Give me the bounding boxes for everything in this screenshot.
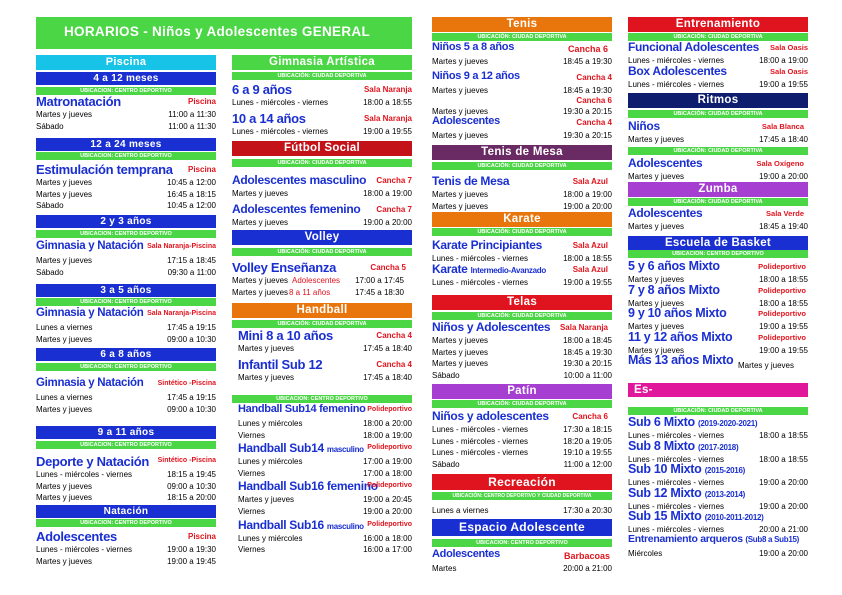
time-label: 18:00 a 18:45 [563, 336, 612, 345]
time-label: 19:00 a 20:00 [759, 548, 808, 558]
location-badge: UBICACION: CENTRO DEPORTIVO [432, 539, 612, 547]
time-label: 19:00 a 20:00 [759, 172, 808, 181]
activity-title: Funcional Adolescentes [628, 40, 759, 54]
section-header-futbol: Fútbol Social [232, 141, 412, 156]
section-header-volley: Volley [232, 230, 412, 245]
day-label: Martes y jueves [432, 190, 489, 199]
day-label: Viernes [238, 430, 265, 440]
room-label: Cancha 5 [370, 263, 406, 272]
activity-title: Infantil Sub 12 [238, 356, 323, 372]
day-label: Lunes - miércoles - viernes [628, 431, 725, 440]
birth-years: (Sub8 a Sub15) [745, 534, 799, 544]
time-label: 18:00 a 19:00 [363, 189, 412, 198]
room-label: Sala Azul [572, 241, 608, 250]
room-label: Sala Oasis [770, 43, 808, 52]
day-label: Lunes - miércoles - viernes [36, 470, 133, 479]
activity-title: Adolescentes [432, 548, 500, 560]
day-label: Martes y jueves [628, 275, 685, 284]
day-label: Lunes - miércoles - viernes [232, 98, 329, 107]
activity-title: Handball Sub16 [238, 517, 324, 532]
room-label: Cancha 6 [567, 44, 608, 54]
activity-title: 5 y 6 años Mixto [628, 259, 720, 273]
day-label: Martes y jueves [628, 172, 685, 181]
birth-years: (2017-2018) [698, 442, 739, 452]
day-label: Viernes [238, 506, 265, 516]
day-label: Martes y jueves [238, 344, 295, 353]
location-badge: UBICACION: CENTRO DEPORTIVO [628, 250, 808, 258]
time-label: 19:00 a 20:45 [363, 495, 412, 505]
day-label: Martes y jueves [36, 334, 93, 344]
day-label: Lunes a viernes [432, 506, 489, 515]
activity-title: Más 13 años Mixto [628, 353, 734, 368]
day-label: Martes y jueves [36, 481, 93, 491]
time-label: 11:00 a 11:30 [168, 110, 216, 119]
time-label: 19:00 a 20:00 [759, 478, 808, 488]
time-label: 18:15 a 20:00 [167, 493, 216, 503]
birth-years: (2015-2016) [704, 466, 745, 476]
activity-subtitle: Intermedio-Avanzado [470, 265, 546, 275]
time-label: 19:30 a 20:15 [563, 359, 612, 369]
room-label: Cancha 4 [376, 359, 412, 369]
time-label: 18:45 a 19:30 [563, 85, 612, 95]
day-label: Martes y jueves [628, 135, 685, 144]
age-header: 6 a 8 años [36, 348, 216, 361]
location-badge: UBICACIÓN: CIUDAD DEPORTIVA [432, 162, 612, 170]
day-label: Martes y jueves [628, 345, 685, 355]
location-badge: UBICACIÓN: CENTRO DEPORTIVO Y CIUDAD DEPORTIVA [432, 492, 612, 500]
section-header-karate: Karate [432, 212, 612, 227]
activity-title: Adolescentes femenino [232, 201, 361, 216]
day-label: Martes y jueves [432, 130, 489, 140]
room-label: Polideportivo [758, 285, 806, 295]
time-label: 17:15 a 18:45 [167, 256, 216, 265]
day-label: Lunes a viernes [36, 323, 93, 332]
day-label: Sábado [36, 201, 64, 211]
time-label: 18:00 a 18:55 [563, 254, 612, 263]
room-label: Sala Azul [572, 264, 608, 274]
location-badge: UBICACIÓN: CIUDAD DEPORTIVA [232, 320, 412, 328]
location-badge: UBICACION: CENTRO DEPORTIVO [36, 363, 216, 371]
location-badge: UBICACION: CENTRO DEPORTIVO [36, 152, 216, 160]
time-label: 17:30 a 20:30 [563, 506, 612, 515]
room-label: Piscina [187, 532, 216, 541]
age-header: 3 a 5 años [36, 284, 216, 297]
activity-subtitle: masculino [326, 521, 364, 531]
day-label: Sábado [36, 267, 64, 277]
room-label: Barbacoas [563, 551, 610, 561]
activity-title: 10 a 14 años [232, 110, 306, 126]
day-label: Martes y jueves [238, 372, 295, 382]
location-badge: UBICACION: CENTRO DEPORTIVO [36, 87, 216, 95]
activity-title: Estimulación temprana [36, 162, 173, 177]
room-label: Cancha 4 [576, 72, 612, 82]
section-header-ritmos: Ritmos [628, 93, 808, 108]
time-label: 10:00 a 11:00 [563, 370, 612, 380]
location-badge: UBICACION: CENTRO DEPORTIVO [36, 519, 216, 527]
day-label: Lunes y miércoles [238, 533, 303, 543]
day-label: Martes y jueves [36, 178, 93, 187]
day-label: Martes y jueves [737, 361, 794, 371]
day-label: Viernes [238, 468, 265, 478]
location-badge: UBICACIÓN: CIUDAD DEPORTIVA [432, 312, 612, 320]
activity-title: Sub 8 Mixto [628, 438, 695, 453]
time-label: 19:00 a 19:45 [167, 556, 216, 566]
section-header-recreacion: Recreación [432, 474, 612, 490]
day-label: Martes y jueves [232, 189, 289, 198]
room-label: Polideportivo [367, 406, 412, 413]
section-header-patin: Patín [432, 384, 612, 399]
room-label: Cancha 7 [376, 176, 412, 185]
day-label: Martes y jueves [36, 189, 93, 199]
time-label: 19:10 a 19:55 [563, 448, 612, 458]
day-label: Martes y jueves [36, 110, 93, 119]
time-label: 16:00 a 18:00 [363, 533, 412, 543]
activity-title: Tenis de Mesa [432, 174, 510, 188]
time-label: 19:00 a 19:55 [759, 322, 808, 332]
room-label: Sala Oxígeno [756, 159, 804, 168]
section-header-espacio: Espacio Adolescente [432, 519, 612, 536]
time-label: 19:00 a 20:00 [563, 201, 612, 211]
activity-title: 7 y 8 años Mixto [628, 282, 720, 297]
activity-title: Adolescentes [628, 206, 703, 220]
time-label: 19:00 a 20:00 [759, 501, 808, 511]
time-label: 11:00 a 11:30 [168, 121, 216, 131]
activity-title: Entrenamiento arqueros [628, 532, 743, 545]
room-label: Cancha 4 [376, 331, 412, 340]
room-label: Sintético -Piscina [157, 457, 216, 464]
time-label: 18:00 a 20:00 [363, 419, 412, 428]
time-label: 20:00 a 21:00 [563, 564, 612, 573]
time-label: 19:00 a 19:55 [759, 345, 808, 355]
group-label: Adolescentes [292, 276, 341, 285]
group-label: 8 a 11 años [289, 287, 331, 297]
day-label: Martes y jueves [36, 556, 93, 566]
room-label: Sala Naranja [559, 323, 608, 332]
section-header-zumba: Zumba [628, 182, 808, 197]
time-label: 10:45 a 12:00 [167, 178, 216, 187]
location-badge: UBICACION: CENTRO DEPORTIVO [232, 395, 412, 403]
day-label: Viernes [238, 545, 265, 555]
room-label: Cancha 4 [576, 117, 612, 127]
activity-title: Adolescentes [432, 114, 500, 127]
activity-title: Sub 12 Mixto [628, 485, 702, 500]
banner-title: HORARIOS - Niños y Adolescentes GENERAL [64, 24, 370, 39]
day-label: Martes y jueves [36, 256, 93, 265]
activity-title: Gimnasia y Natación [36, 377, 144, 389]
activity-title: Sub 10 Mixto [628, 462, 702, 477]
location-badge: UBICACION: CENTRO DEPORTIVO [36, 441, 216, 449]
day-label: Lunes - miércoles - viernes [628, 525, 725, 535]
room-label: Sala Naranja-Piscina [147, 310, 216, 317]
room-label: Polideportivo [758, 262, 806, 271]
day-label: Martes y jueves [432, 201, 489, 211]
location-badge: UBICACION: CENTRO DEPORTIVO [36, 230, 216, 238]
activity-title: Handball Sub14 femenino [238, 403, 366, 415]
day-label: Lunes - miércoles - viernes [232, 126, 329, 136]
room-label: Cancha 6 [572, 412, 608, 421]
location-badge: UBICACIÓN: CIUDAD DEPORTIVA [232, 248, 412, 256]
time-label: 19:00 a 19:55 [759, 79, 808, 89]
day-label: Sábado [432, 370, 460, 380]
room-label: Cancha 7 [376, 204, 412, 214]
time-label: 19:00 a 19:55 [363, 126, 412, 136]
section-header-tenis: Tenis [432, 17, 612, 32]
day-label: Lunes - miércoles - viernes [432, 277, 529, 287]
time-label: 18:45 a 19:30 [563, 57, 612, 66]
room-label: Sala Naranja [363, 85, 412, 94]
activity-title: Handball Sub16 femenino [238, 479, 378, 494]
time-label: 18:00 a 18:55 [759, 431, 808, 440]
section-header-natacion: Natación [36, 505, 216, 518]
time-label: 18:00 a 18:55 [759, 298, 808, 308]
time-label: 17:45 a 18:40 [363, 372, 412, 382]
birth-years: (2010-2011-2012) [704, 513, 764, 523]
day-label: Martes y jueves [36, 493, 93, 503]
time-label: 09:30 a 11:00 [167, 267, 216, 277]
time-label: 16:00 a 17:00 [363, 545, 412, 555]
age-header: 9 a 11 años [36, 426, 216, 439]
location-badge: UBICACIÓN: CIUDAD DEPORTIVA [232, 159, 412, 167]
activity-title: Handball Sub14 [238, 441, 324, 456]
time-label: 17:30 a 18:15 [563, 425, 612, 434]
day-label: Martes [432, 564, 457, 573]
room-label: Polideportivo [367, 520, 412, 528]
section-header-es: Es- [628, 383, 808, 397]
activity-title: Deporte y Natación [36, 454, 150, 469]
activity-title: Gimnasia y Natación [36, 240, 144, 252]
room-label: Polideportivo [367, 444, 412, 452]
activity-title: Karate [432, 261, 468, 276]
section-header-basket: Escuela de Basket [628, 236, 808, 250]
day-label: Lunes - miércoles - viernes [432, 436, 529, 446]
age-header: 2 y 3 años [36, 215, 216, 228]
room-label: Cancha 6 [576, 96, 612, 106]
time-label: 18:45 a 19:30 [563, 347, 612, 357]
day-label: Lunes y miércoles [238, 457, 303, 467]
day-label: Martes y jueves [432, 336, 489, 345]
time-label: 17:45 a 18:40 [363, 344, 412, 353]
activity-title: Matronatación [36, 94, 121, 109]
room-label: Sala Naranja [363, 113, 412, 123]
day-label: Martes y jueves [628, 298, 685, 308]
room-label: Polideportivo [758, 309, 806, 319]
activity-title: Niños 5 a 8 años [432, 41, 515, 53]
time-label: 19:00 a 20:00 [363, 506, 412, 516]
room-label: Sintético -Piscina [157, 380, 216, 387]
day-label: Martes y jueves [36, 404, 93, 414]
time-label: 18:00 a 19:00 [363, 430, 412, 440]
day-label: Martes y jueves [232, 276, 289, 285]
activity-title: Niños y Adolescentes [432, 320, 551, 334]
day-label: Lunes - miércoles - viernes [432, 448, 529, 458]
time-label: 17:45 a 19:15 [167, 323, 216, 332]
time-label: 19:00 a 19:55 [563, 277, 612, 287]
age-header: 12 a 24 meses [36, 138, 216, 151]
time-label: 17:00 a 19:00 [363, 457, 412, 467]
location-badge: UBICACIÓN: CIUDAD DEPORTIVA [628, 407, 808, 415]
activity-subtitle: masculino [326, 445, 364, 455]
time-label: 10:45 a 12:00 [167, 201, 216, 211]
day-label: Lunes - miércoles - viernes [628, 56, 725, 65]
time-label: 18:00 a 19:00 [759, 56, 808, 65]
time-label: 09:00 a 10:30 [167, 481, 216, 491]
day-label: Lunes - miércoles - viernes [628, 501, 725, 511]
day-label: Lunes - miércoles - viernes [628, 454, 725, 464]
activity-title: Adolescentes [628, 156, 703, 170]
section-header-tenis-mesa: Tenis de Mesa [432, 145, 612, 160]
time-label: 20:00 a 21:00 [759, 525, 808, 535]
room-label: Sala Azul [572, 177, 608, 186]
room-label: Piscina [187, 165, 216, 174]
location-badge: UBICACIÓN: CIUDAD DEPORTIVA [232, 72, 412, 80]
room-label: Sala Naranja-Piscina [147, 243, 216, 250]
day-label: Martes y jueves [628, 222, 685, 231]
time-label: 16:45 a 18:15 [167, 189, 216, 199]
activity-title: Karate Principiantes [432, 238, 543, 252]
time-label: 19:00 a 20:00 [363, 217, 412, 227]
activity-title: Adolescentes masculino [232, 173, 367, 187]
birth-years: (2019-2020-2021) [698, 419, 758, 428]
time-label: 17:00 a 18:00 [363, 468, 412, 478]
time-label: 09:00 a 10:30 [167, 404, 216, 414]
day-label: Miércoles [628, 548, 663, 558]
section-header-handball: Handball [232, 303, 412, 318]
time-label: 17:45 a 19:15 [167, 393, 216, 402]
day-label: Martes y jueves [432, 107, 489, 117]
time-label: 19:00 a 19:30 [167, 545, 216, 554]
activity-title: Gimnasia y Natación [36, 307, 144, 319]
room-label: Polideportivo [367, 482, 412, 490]
location-badge: UBICACION: CENTRO DEPORTIVO [36, 298, 216, 306]
section-header-telas: Telas [432, 295, 612, 310]
activity-title: 9 y 10 años Mixto [628, 306, 727, 321]
birth-years: (2013-2014) [704, 489, 745, 499]
activity-title: Mini 8 a 10 años [238, 328, 333, 343]
activity-title: Niños [628, 119, 660, 133]
room-label: Sala Verde [766, 209, 804, 218]
time-label: 09:00 a 10:30 [167, 334, 216, 344]
time-label: 11:00 a 12:00 [563, 459, 612, 469]
time-label: 19:30 a 20:15 [563, 130, 612, 140]
day-label: Martes y jueves [432, 57, 489, 66]
activity-title: Box Adolescentes [628, 63, 727, 78]
time-label: 18:45 a 19:40 [759, 222, 808, 231]
time-label: 17:45 a 18:30 [355, 287, 404, 297]
location-badge: UBICACIÓN: CIUDAD DEPORTIVA [628, 198, 808, 206]
activity-title: Niños y adolescentes [432, 409, 549, 423]
day-label: Lunes - miércoles - viernes [432, 254, 529, 263]
time-label: 17:00 a 17:45 [355, 276, 404, 285]
day-label: Lunes - miércoles - viernes [432, 425, 529, 434]
section-header-piscina: Piscina [36, 55, 216, 70]
day-label: Sábado [432, 459, 460, 469]
day-label: Lunes - miércoles - viernes [628, 478, 725, 488]
day-label: Martes y jueves [232, 217, 289, 227]
activity-title: Sub 15 Mixto [628, 509, 702, 524]
location-badge: UBICACIÓN: CIUDAD DEPORTIVA [628, 147, 808, 155]
time-label: 18:00 a 18:55 [363, 98, 412, 107]
time-label: 17:45 a 18:40 [759, 135, 808, 144]
location-badge: UBICACIÓN: CIUDAD DEPORTIVA [432, 228, 612, 236]
day-label: Martes y jueves [232, 287, 289, 297]
day-label: Martes y jueves [238, 495, 295, 505]
activity-title: Niños 9 a 12 años [432, 69, 520, 82]
time-label: 18:00 a 18:55 [759, 275, 808, 284]
activity-title: 11 y 12 años Mixto [628, 329, 733, 344]
location-badge: UBICACIÓN: CIUDAD DEPORTIVA [628, 110, 808, 118]
location-badge: UBICACIÓN: CIUDAD DEPORTIVA [432, 400, 612, 408]
time-label: 18:00 a 18:55 [759, 454, 808, 464]
day-label: Martes y jueves [432, 85, 489, 95]
section-header-gimnasia: Gimnasia Artística [232, 55, 412, 70]
activity-title: Sub 6 Mixto [628, 415, 695, 429]
day-label: Lunes - miércoles - viernes [36, 545, 133, 554]
room-label: Piscina [187, 97, 216, 106]
room-label: Polideportivo [758, 332, 806, 342]
age-header: 4 a 12 meses [36, 72, 216, 85]
time-label: 18:20 a 19:05 [563, 436, 612, 446]
section-header-entrenamiento: Entrenamiento [628, 17, 808, 32]
day-label: Lunes a viernes [36, 393, 93, 402]
room-label: Sala Blanca [761, 122, 804, 131]
time-label: 18:00 a 19:00 [563, 190, 612, 199]
day-label: Martes y jueves [628, 322, 685, 332]
time-label: 18:15 a 19:45 [167, 470, 216, 479]
day-label: Martes y jueves [432, 347, 489, 357]
room-label: Sala Oasis [770, 66, 808, 76]
location-badge: UBICACIÓN: CIUDAD DEPORTIVA [628, 33, 808, 41]
activity-title: Volley Enseñanza [232, 260, 337, 275]
time-label: 19:30 a 20:15 [563, 107, 612, 117]
activity-title: 6 a 9 años [232, 82, 292, 97]
day-label: Martes y jueves [432, 359, 489, 369]
day-label: Sábado [36, 121, 64, 131]
day-label: Lunes - miércoles - viernes [628, 79, 725, 89]
activity-title: Adolescentes [36, 529, 117, 544]
day-label: Lunes y miércoles [238, 419, 303, 428]
location-badge: UBICACIÓN: CIUDAD DEPORTIVA [432, 33, 612, 41]
